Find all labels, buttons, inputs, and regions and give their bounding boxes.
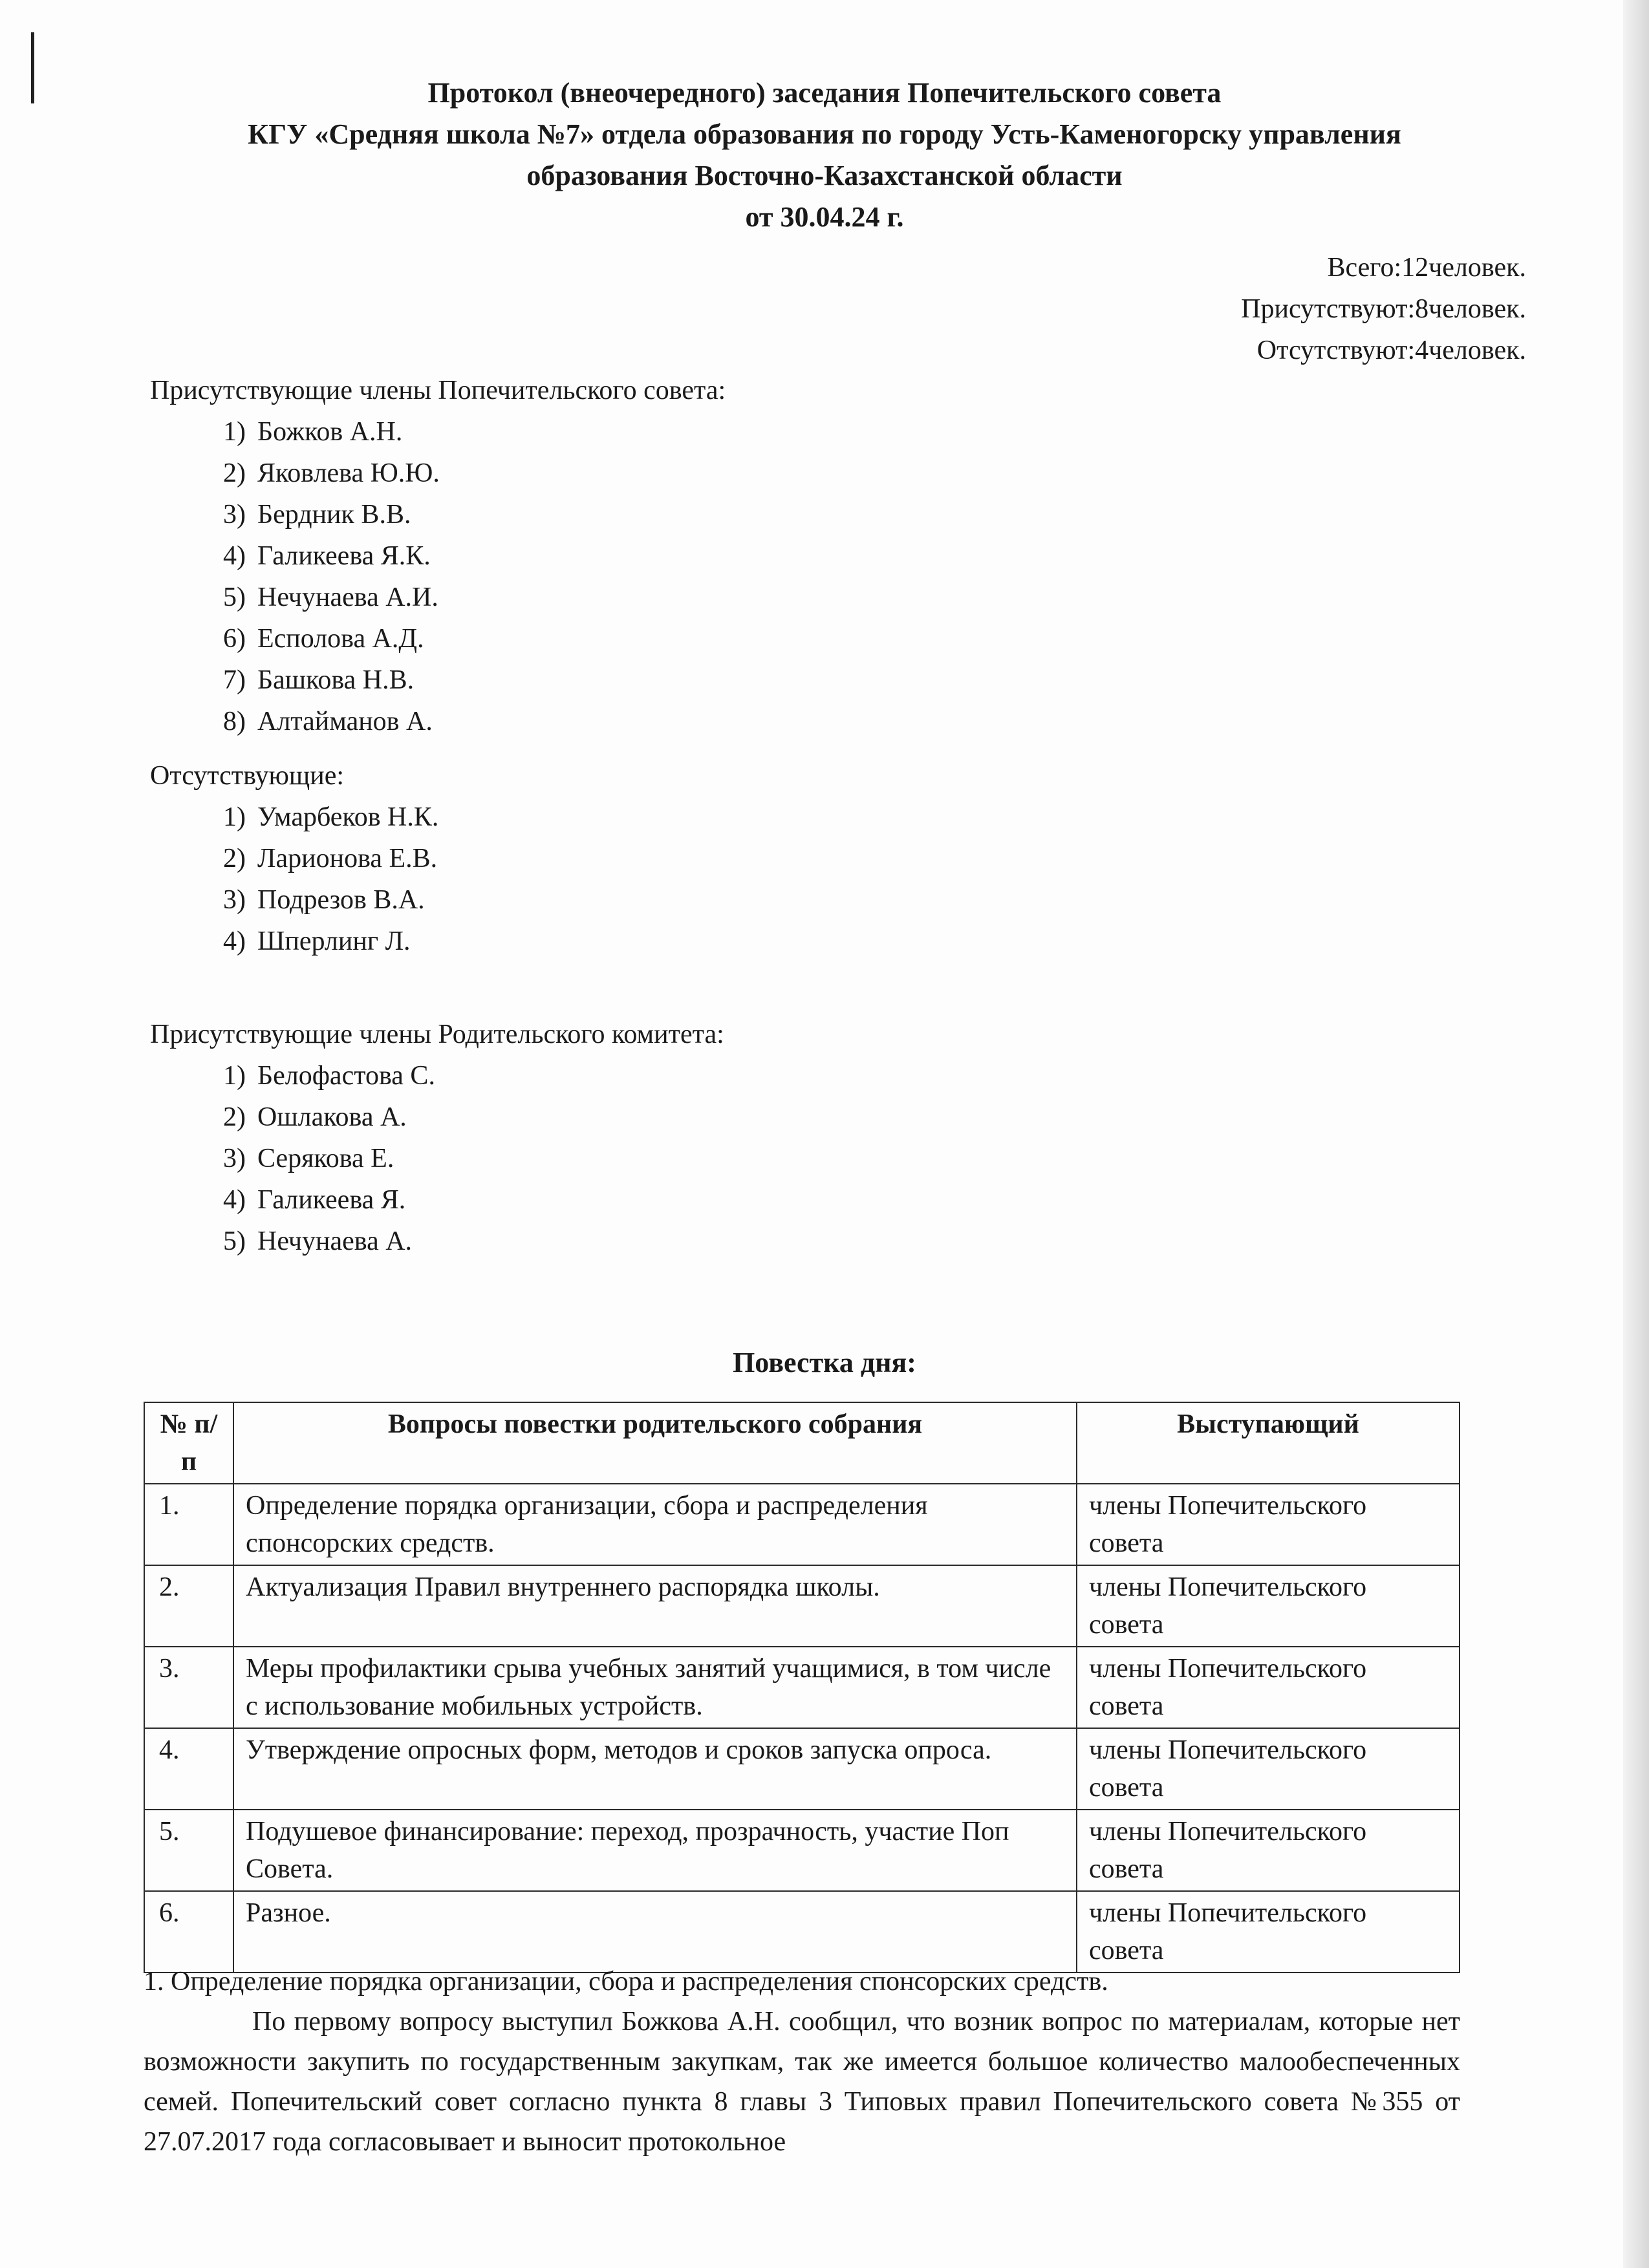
row-num: 6. xyxy=(144,1891,233,1973)
table-row xyxy=(144,1891,1460,1973)
table-row xyxy=(144,1728,1460,1810)
item1-heading: 1. Определение порядка организации, сбора и распределения спонсорских средств. xyxy=(144,1967,1108,1996)
row-num: 1. xyxy=(144,1484,233,1565)
list-item: 6) Есполова А.Д. xyxy=(223,624,424,654)
attendance-stats xyxy=(1241,247,1526,371)
row-num: 5. xyxy=(144,1810,233,1891)
parent-committee-heading: Присутствующие члены Родительского комитета: xyxy=(150,1020,724,1049)
document-date: от 30.04.24 г. xyxy=(745,201,904,233)
header-speaker: Выступающий xyxy=(1077,1402,1460,1484)
list-item: 4) Галикеева Я.К. xyxy=(223,541,431,571)
list-item: 5) Нечунаева А. xyxy=(223,1226,413,1256)
list-item: 1) Божков А.Н. xyxy=(223,417,403,447)
document-title xyxy=(0,72,1649,238)
table-row xyxy=(144,1647,1460,1728)
agenda-title: Повестка дня: xyxy=(733,1347,916,1378)
body-text xyxy=(144,1962,1460,2162)
absent-heading: Отсутствующие: xyxy=(150,761,345,791)
row-speaker: члены Попечительского совета xyxy=(1077,1728,1460,1810)
list-item: 1) Белофастова С. xyxy=(223,1061,435,1091)
row-question: Подушевое финансирование: переход, прозрачность, участие Поп Совета. xyxy=(233,1810,1077,1891)
row-speaker: члены Попечительского совета xyxy=(1077,1484,1460,1565)
row-question: Разное. xyxy=(233,1891,1077,1973)
row-num: 3. xyxy=(144,1647,233,1728)
item1-paragraph: По первому вопросу выступил Божкова А.Н. сообщил, что возник вопрос по материалам, которые нет возможности закупить по государственным закупкам, так же имеется большое количество малообеспеченных семей. Попечительский совет согласно пункта 8 главы 3 Типовых правил Попечительского совета №355 от 27.07.2017 года согласовывает и выносит протокольное xyxy=(144,2007,1460,2157)
table-row xyxy=(144,1810,1460,1891)
list-item: 4) Шперлинг Л. xyxy=(223,926,411,956)
list-item: 7) Башкова Н.В. xyxy=(223,665,415,695)
list-item: 2) Яковлева Ю.Ю. xyxy=(223,458,440,488)
list-item: 2) Ошлакова А. xyxy=(223,1102,407,1132)
list-item: 3) Подрезов В.А. xyxy=(223,885,425,915)
present-council-heading: Присутствующие члены Попечительского совета: xyxy=(150,376,726,405)
agenda-table xyxy=(144,1402,1460,1973)
absent-section xyxy=(150,755,438,962)
row-question: Актуализация Правил внутреннего распорядка школы. xyxy=(233,1565,1077,1647)
present-council-section xyxy=(150,370,726,742)
agenda-header-row xyxy=(144,1402,1460,1484)
title-line-1: Протокол (внеочередного) заседания Попечительского совета xyxy=(427,77,1222,109)
row-question: Меры профилактики срыва учебных занятий учащимися, в том числе с использование мобильных устройств. xyxy=(233,1647,1077,1728)
parent-committee-section xyxy=(150,1014,724,1262)
row-speaker: члены Попечительского совета xyxy=(1077,1565,1460,1647)
row-speaker: члены Попечительского совета xyxy=(1077,1647,1460,1728)
header-question: Вопросы повестки родительского собрания xyxy=(233,1402,1077,1484)
stat-present: Присутствуют:8человек. xyxy=(1241,294,1526,324)
row-num: 4. xyxy=(144,1728,233,1810)
list-item: 8) Алтайманов А. xyxy=(223,707,433,736)
title-line-2: КГУ «Средняя школа №7» отдела образования по городу Усть-Каменогорску управления xyxy=(248,118,1401,150)
table-row xyxy=(144,1484,1460,1565)
absent-list xyxy=(150,797,438,962)
table-row xyxy=(144,1565,1460,1647)
list-item: 3) Серякова Е. xyxy=(223,1144,394,1173)
list-item: 2) Ларионова Е.В. xyxy=(223,844,438,873)
row-speaker: члены Попечительского совета xyxy=(1077,1891,1460,1973)
stat-absent: Отсутствуют:4человек. xyxy=(1256,336,1526,365)
list-item: 4) Галикеева Я. xyxy=(223,1185,406,1215)
row-num: 2. xyxy=(144,1565,233,1647)
parent-committee-list xyxy=(150,1055,724,1262)
row-question: Утверждение опросных форм, методов и сроков запуска опроса. xyxy=(233,1728,1077,1810)
header-num: № п/п xyxy=(144,1402,233,1484)
scan-page-edge xyxy=(1623,0,1649,2268)
list-item: 3) Бердник В.В. xyxy=(223,500,411,530)
list-item: 5) Нечунаева А.И. xyxy=(223,583,438,612)
present-council-list xyxy=(150,411,726,742)
row-speaker: члены Попечительского совета xyxy=(1077,1810,1460,1891)
stat-total: Всего:12человек. xyxy=(1327,253,1526,283)
list-item: 1) Умарбеков Н.К. xyxy=(223,802,439,832)
title-line-3: образования Восточно-Казахстанской области xyxy=(526,160,1123,191)
row-question: Определение порядка организации, сбора и распределения спонсорских средств. xyxy=(233,1484,1077,1565)
